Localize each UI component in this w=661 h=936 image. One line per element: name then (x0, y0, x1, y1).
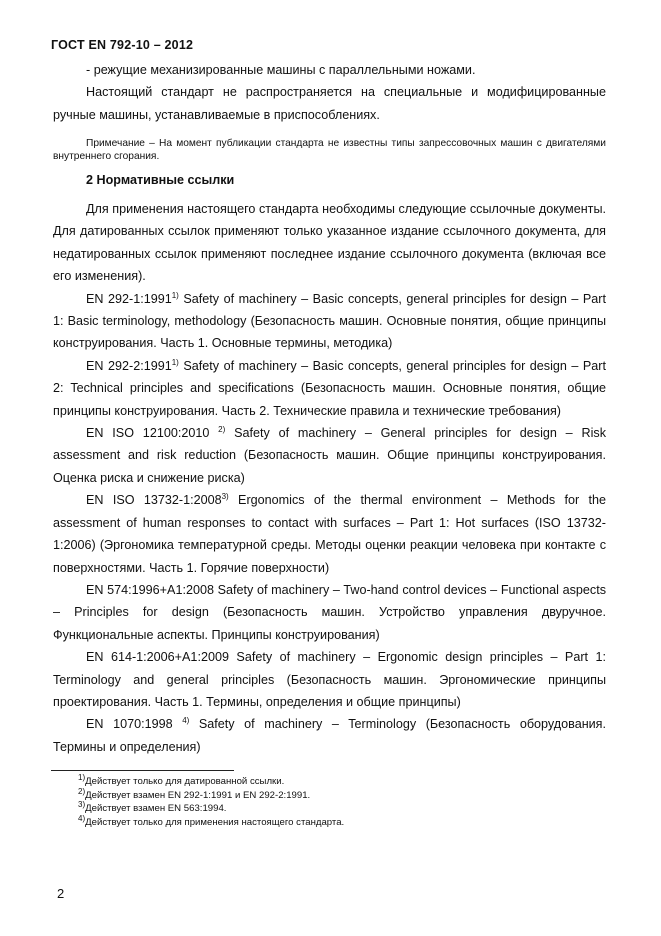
reference-item (53, 422, 606, 489)
intro-block (53, 59, 606, 126)
footnote-text: Действует взамен EN 292-1:1991 и EN 292-2:1991. (85, 789, 311, 801)
scope-paragraph: Настоящий стандарт не распространяется на специальные и модифицированные ручные машины, устанавливаемые в приспособлениях. (53, 85, 606, 122)
reference-code: EN 1070:1998 (86, 717, 183, 732)
reference-code: EN 574:1996+A1:2008 (86, 582, 214, 597)
page-number: 2 (57, 886, 65, 901)
reference-code: EN ISO 12100:2010 (86, 426, 219, 441)
footnote-divider (51, 770, 234, 771)
reference-item (53, 288, 606, 355)
reference-text: Safety of machinery – Ergonomic design principles – Part 1: Terminology and general principles (Безопасность машин. Эргономические принципы проектирования. Часть 1. Термины, определения и общие принципы) (53, 650, 606, 709)
note-block (53, 137, 606, 163)
footnote-ref: 2) (218, 424, 226, 434)
footnote-mark: 2) (78, 786, 86, 796)
footnote-ref: 1) (171, 290, 179, 300)
reference-code: EN ISO 13732-1:2008 (86, 493, 222, 508)
footnote-ref: 1) (171, 357, 179, 367)
note-text: Примечание – На момент публикации стандарта не известны типы запрессовочных машин с двигателями внутреннего сгорания. (53, 138, 606, 162)
document-header: ГОСТ EN 792-10 – 2012 (51, 38, 194, 52)
footnote (78, 799, 344, 816)
reference-text: Safety of machinery – Basic concepts, general principles for design – Part 2: Technical principles and specifications (Безопасность машин. Основные понятия, общие принципы конструирования. Часть 2. Технические правила и технические требования) (53, 358, 606, 418)
intro-item: - режущие механизированные машины с параллельными ножами. (86, 63, 476, 77)
section-intro: Для применения настоящего стандарта необходимы следующие ссылочные документы. Для датированных ссылок применяют только указанное издание ссылочного документа, для недатированных ссылок применяют последнее издание ссылочного документа (включая все его изменения). (53, 202, 606, 284)
reference-text: Safety of machinery – Two-hand control devices – Functional aspects – Principles for design (Безопасность машин. Устройство управления двуручное. Функциональные аспекты. Принципы конструирования) (53, 582, 606, 642)
reference-item (53, 646, 606, 713)
reference-text: Safety of machinery – General principles for design – Risk assessment and risk reduction (Безопасность машин. Общие принципы конструирования. Оценка риска и снижение риска) (53, 426, 606, 485)
reference-text: Safety of machinery – Basic concepts, general principles for design – Part 1: Basic terminology, methodology (Безопасность машин. Основные понятия, общие принципы конструирования. Часть 1. Основные термины, методика) (53, 291, 606, 351)
reference-text: Safety of machinery – Terminology (Безопасность оборудования. Термины и определения) (53, 717, 606, 754)
footnotes (78, 772, 345, 829)
footnote-mark: 4) (78, 813, 86, 823)
footnote-ref: 4) (182, 716, 190, 726)
footnote (78, 786, 344, 803)
footnote-mark: 3) (78, 799, 86, 809)
reference-code: EN 292-1:1991 (86, 291, 172, 306)
reference-code: EN 292-2:1991 (86, 358, 172, 373)
reference-item (53, 489, 606, 579)
footnote-text: Действует только для датированной ссылки. (85, 776, 285, 787)
footnote-text: Действует взамен EN 563:1994. (85, 803, 227, 814)
footnote (78, 772, 344, 789)
reference-code: EN 614-1:2006+A1:2009 (86, 650, 229, 665)
reference-item (53, 579, 606, 646)
references-block (53, 198, 606, 758)
reference-item (53, 355, 606, 422)
reference-text: Ergonomics of the thermal environment – Methods for the assessment of human responses to contact with surfaces – Part 1: Hot surfaces (ISO 13732-1:2006) (Эргономика температурной среды. Методы оценки реакции человека при контакте с поверхностями. Часть 1. Горячие поверхности) (53, 493, 606, 575)
reference-item (53, 713, 606, 758)
footnote-mark: 1) (78, 772, 86, 782)
section-title: 2 Нормативные ссылки (86, 173, 235, 187)
footnote-text: Действует только для применения настоящего стандарта. (85, 816, 345, 828)
footnote (78, 813, 345, 830)
footnote-ref: 3) (221, 492, 229, 502)
